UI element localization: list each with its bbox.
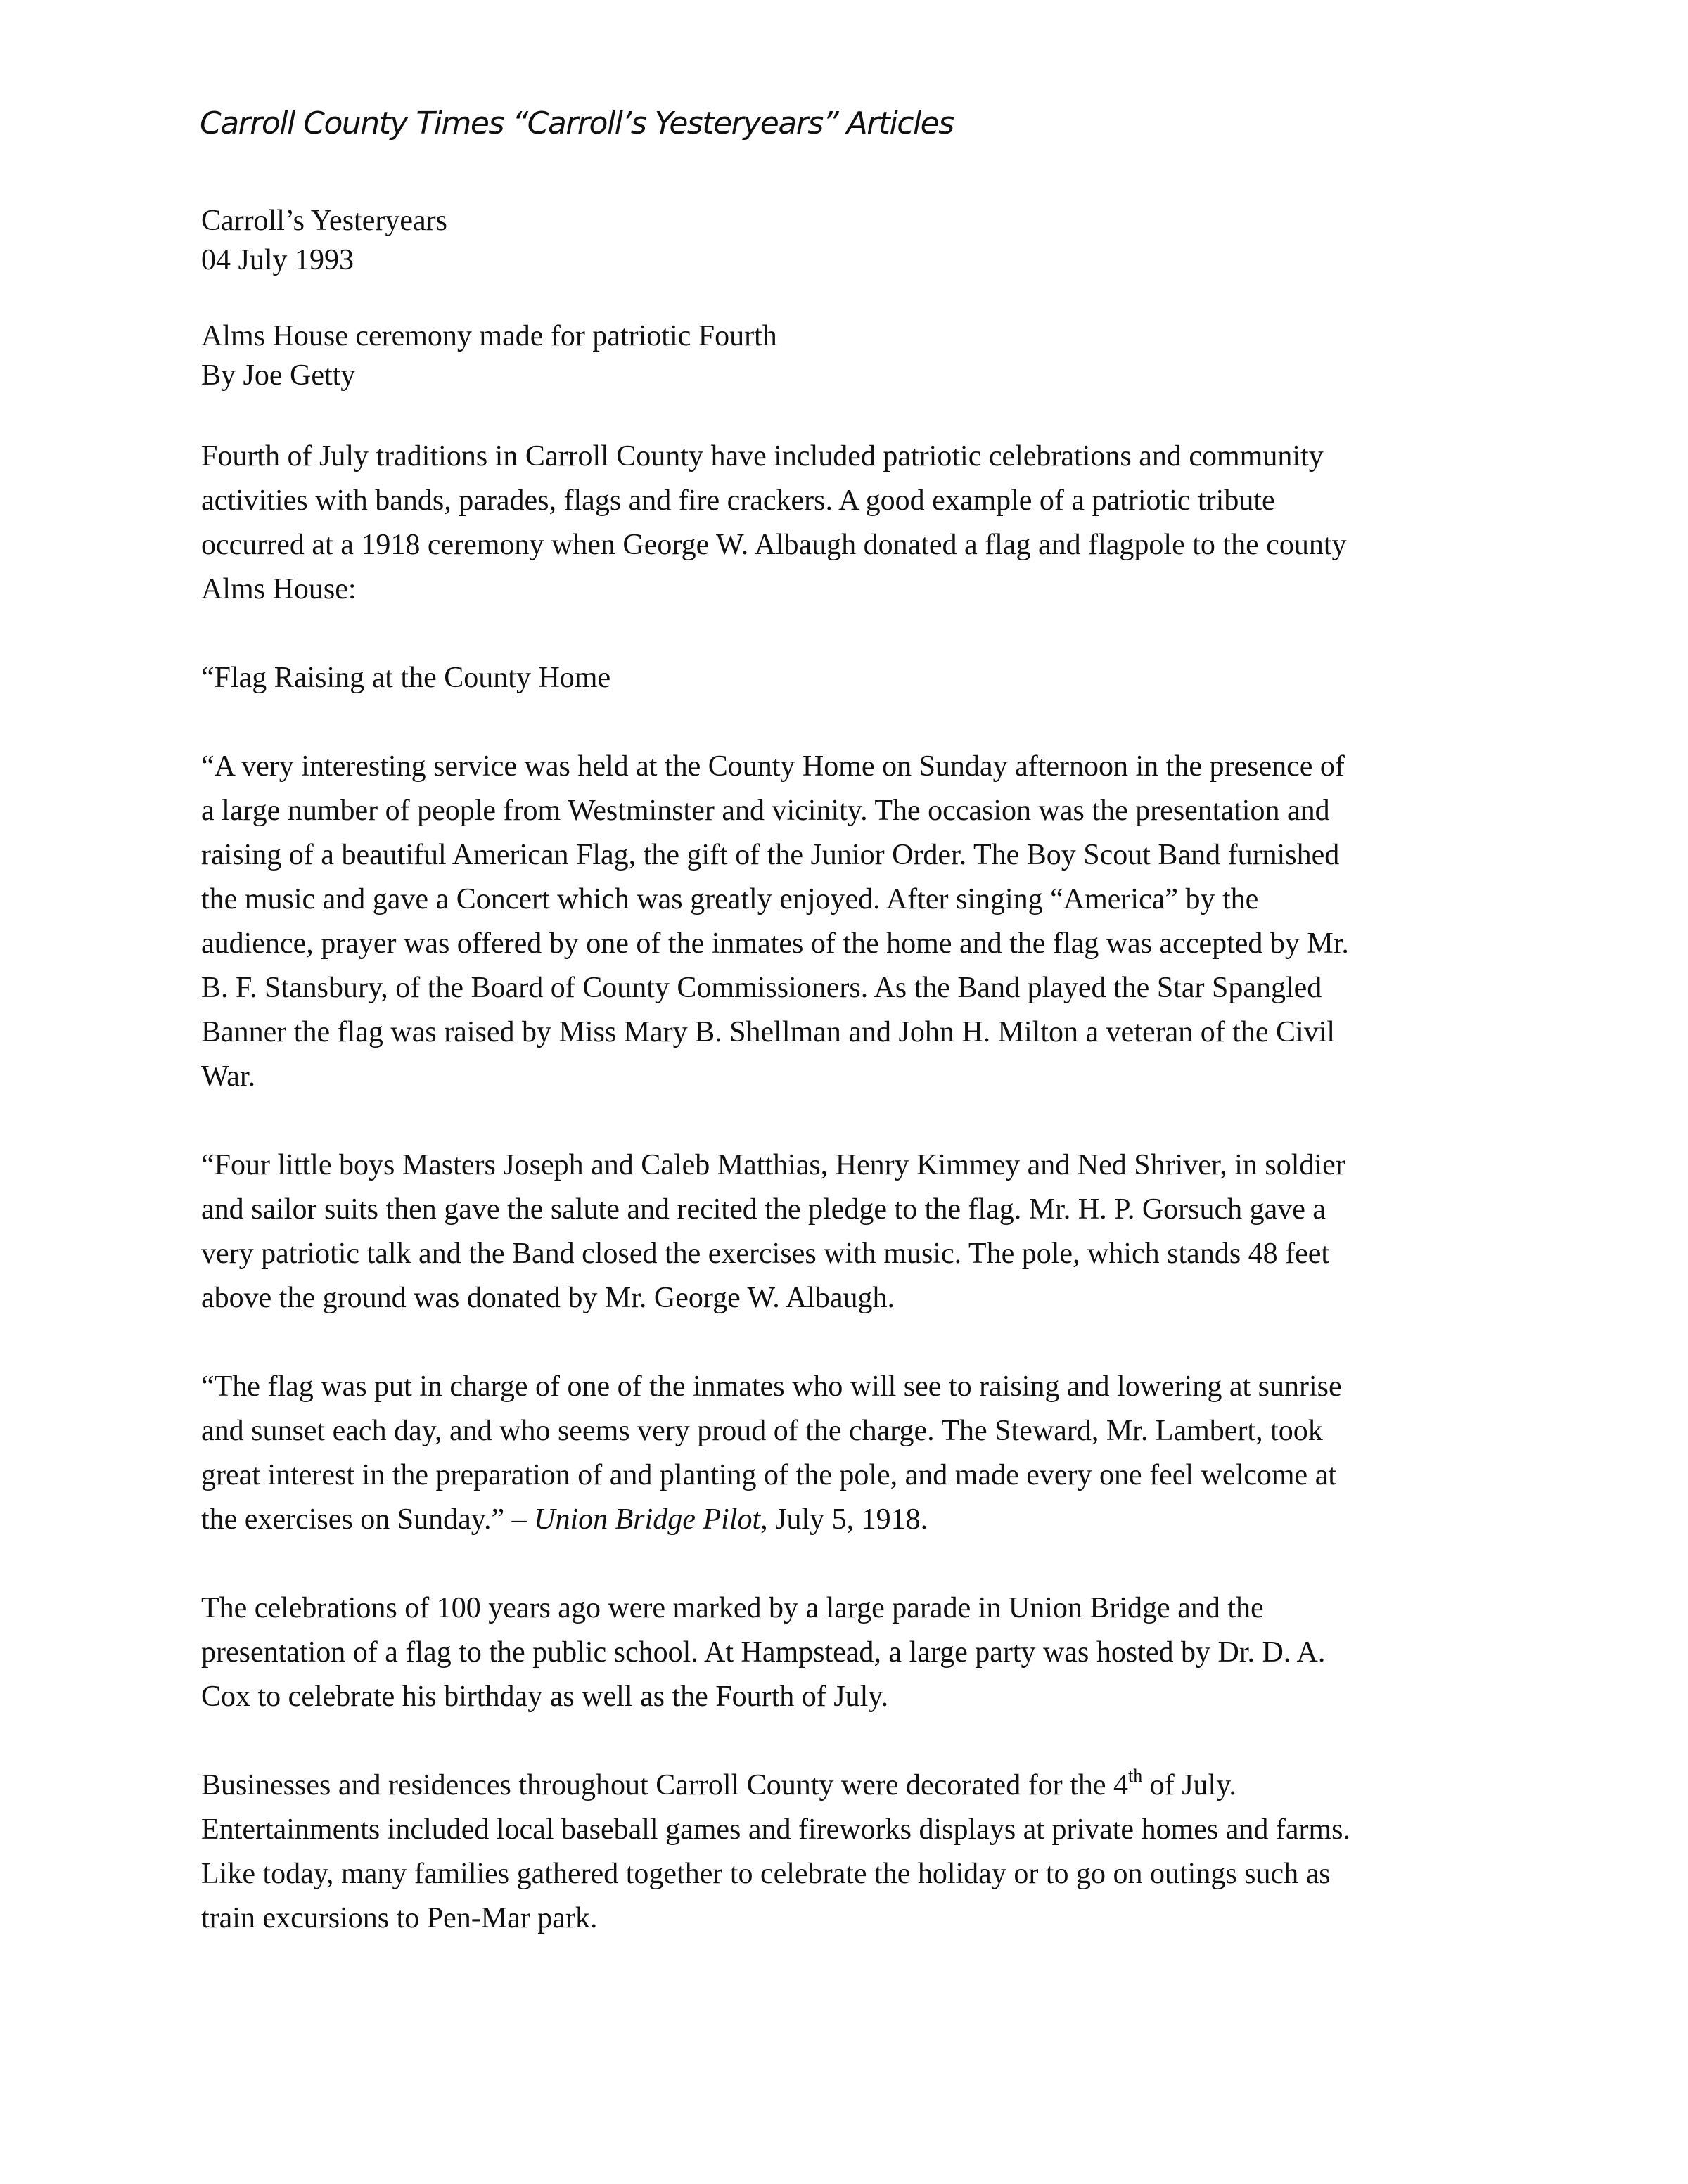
paragraph (201, 1586, 1537, 1719)
text-line: “A very interesting service was held at the County Home on Sunday afternoon in the presence of (201, 750, 1345, 783)
text-line: Banner the flag was raised by Miss Mary B. Shellman and John H. Milton a veteran of the Civil (201, 1016, 1336, 1048)
ordinal-suffix: th (1127, 1766, 1143, 1786)
text-line: audience, prayer was offered by one of the inmates of the home and the flag was accepted by Mr. (201, 927, 1349, 960)
text-line (201, 1764, 1537, 1808)
text-line: Alms House: (201, 573, 357, 605)
headline: Alms House ceremony made for patriotic Fourth (201, 320, 777, 352)
article-date: 04 July 1993 (201, 244, 354, 276)
series-title: Carroll County Times “Carroll’s Yesteryears” Articles (200, 105, 954, 141)
text-line: The celebrations of 100 years ago were marked by a large parade in Union Bridge and the (201, 1592, 1264, 1624)
paragraph (201, 745, 1537, 1099)
text-line (201, 1498, 1537, 1542)
paragraph (201, 1365, 1537, 1542)
text-line: occurred at a 1918 ceremony when George W. Albaugh donated a flag and flagpole to the county (201, 529, 1347, 561)
text-line: and sailor suits then gave the salute and recited the pledge to the flag. Mr. H. P. Gorsuch gave a (201, 1193, 1326, 1226)
source-citation: Union Bridge Pilot (534, 1503, 761, 1536)
byline: By Joe Getty (201, 359, 356, 392)
text-segment: , July 5, 1918. (760, 1503, 928, 1536)
text-line: activities with bands, parades, flags and fire crackers. A good example of a patriotic tribute (201, 484, 1275, 517)
text-line: and sunset each day, and who seems very proud of the charge. The Steward, Mr. Lambert, took (201, 1415, 1323, 1447)
text-segment: the exercises on Sunday.” – (201, 1503, 535, 1536)
text-line: the music and gave a Concert which was greatly enjoyed. After singing “America” by the (201, 883, 1259, 916)
text-line: a large number of people from Westminster and vicinity. The occasion was the presentation and (201, 795, 1330, 827)
paragraph (201, 435, 1537, 612)
paragraph (201, 656, 1537, 700)
text-line: Fourth of July traditions in Carroll County have included patriotic celebrations and community (201, 440, 1324, 473)
text-line: raising of a beautiful American Flag, the gift of the Junior Order. The Boy Scout Band furnished (201, 839, 1340, 871)
text-line: great interest in the preparation of and planting of the pole, and made every one feel welcome at (201, 1459, 1337, 1491)
text-line: Cox to celebrate his birthday as well as the Fourth of July. (201, 1681, 889, 1713)
text-line: B. F. Stansbury, of the Board of County Commissioners. As the Band played the Star Spangled (201, 972, 1322, 1004)
text-segment: of July. (1142, 1769, 1236, 1801)
text-line: train excursions to Pen-Mar park. (201, 1902, 598, 1934)
column-name: Carroll’s Yesteryears (201, 205, 447, 237)
text-line: War. (201, 1060, 256, 1093)
text-line: Like today, many families gathered together to celebrate the holiday or to go on outings such as (201, 1858, 1331, 1890)
column-info (201, 201, 447, 280)
text-line: “The flag was put in charge of one of the inmates who will see to raising and lowering at sunrise (201, 1370, 1342, 1403)
text-line: “Flag Raising at the County Home (201, 662, 611, 694)
article-body (201, 435, 1537, 1985)
text-line: presentation of a flag to the public school. At Hampstead, a large party was hosted by Dr. D. A. (201, 1636, 1326, 1669)
text-line: above the ground was donated by Mr. George W. Albaugh. (201, 1282, 895, 1314)
text-segment: Businesses and residences throughout Carroll County were decorated for the 4 (201, 1769, 1128, 1801)
paragraph (201, 1764, 1537, 1941)
text-line: very patriotic talk and the Band closed the exercises with music. The pole, which stands 48 feet (201, 1238, 1330, 1270)
article-heading (201, 316, 777, 395)
text-line: Entertainments included local baseball games and fireworks displays at private homes and farms. (201, 1813, 1351, 1846)
text-line: “Four little boys Masters Joseph and Caleb Matthias, Henry Kimmey and Ned Shriver, in soldier (201, 1149, 1345, 1181)
paragraph (201, 1143, 1537, 1321)
